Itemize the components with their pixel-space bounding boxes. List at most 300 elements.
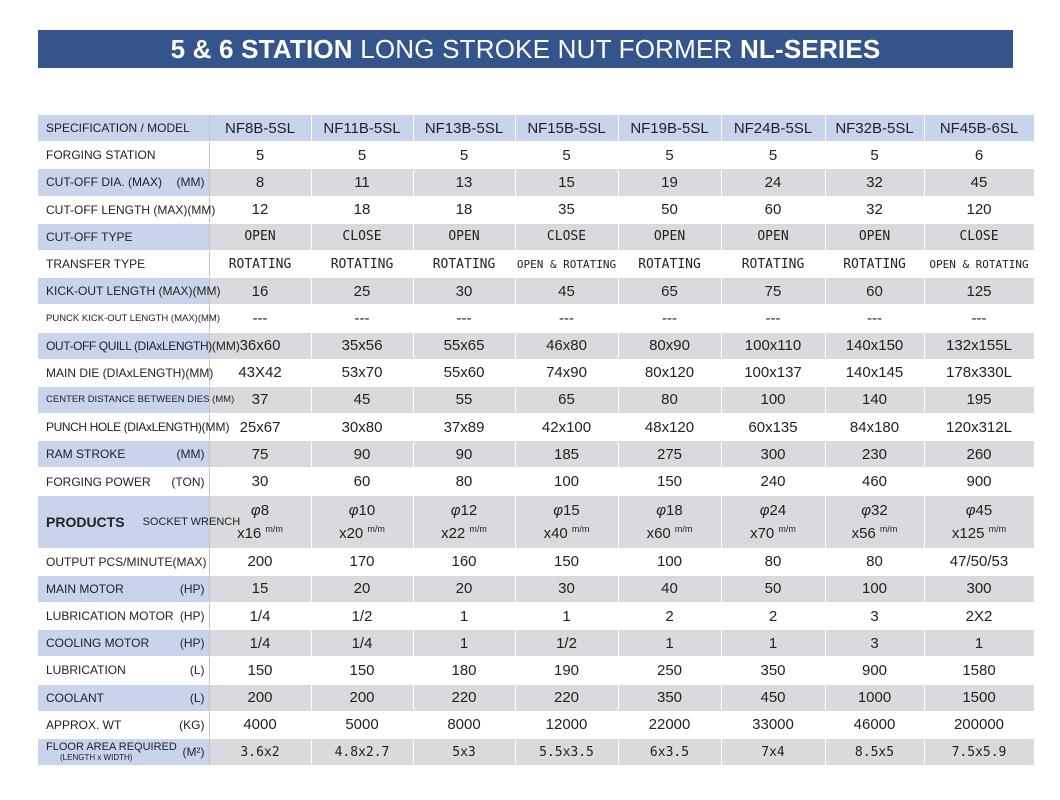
cell-value: --- [825, 305, 924, 332]
phi-symbol: φ [450, 501, 461, 519]
cell-value: 1 [924, 630, 1034, 657]
cell-value: 900 [825, 657, 924, 684]
cell-value: CLOSE [515, 223, 618, 250]
cell-value: 60 [721, 196, 825, 223]
phi-symbol: φ [553, 501, 564, 519]
cell-value: 32 [825, 169, 924, 196]
cell-value: 140x150 [825, 332, 924, 359]
cell-value: 45 [311, 386, 413, 413]
row-label [38, 414, 230, 441]
cell-value: 6x3.5 [618, 738, 721, 765]
cell-value: 55x65 [413, 332, 515, 359]
row-label-text: OUT-OFF QUILL (DIAxLENGTH) [46, 338, 212, 353]
spec-row [38, 630, 1034, 657]
row-label-text: MAIN DIE (DIAxLENGTH)(MM) [46, 365, 214, 380]
spec-row [38, 223, 1034, 250]
cell-value: 195 [924, 386, 1034, 413]
cell-value: ROTATING [413, 250, 515, 277]
cell-value: 13 [413, 169, 515, 196]
cell-value: 1000 [825, 684, 924, 711]
product-dia: 24 [769, 501, 787, 519]
cell-value: 132x155L [924, 332, 1034, 359]
cell-value: CLOSE [924, 223, 1034, 250]
row-unit: (MM) [211, 338, 240, 353]
spec-row [38, 386, 1034, 413]
cell-value: 4.8x2.7 [311, 738, 413, 765]
product-unit: m/m [674, 523, 693, 534]
product-unit: m/m [367, 523, 385, 534]
cell-value: 190 [515, 657, 618, 684]
products-sublabel: SOCKET WRENCH [142, 515, 241, 528]
cell-value: 240 [721, 468, 825, 495]
product-cell [515, 495, 618, 548]
row-label-text: LUBRICATION MOTOR [46, 609, 174, 624]
cell-value: 75 [721, 278, 825, 305]
model-header-7: NF45B-6SL [924, 115, 1034, 142]
title-banner [38, 30, 1013, 68]
cell-value: 18 [311, 196, 413, 223]
cell-value: 3 [825, 630, 924, 657]
floor-sublabel: (LENGTH x WIDTH) [60, 752, 133, 762]
cell-value: 7x4 [721, 738, 825, 765]
cell-value: 120x312L [924, 414, 1034, 441]
cell-value: 8.5x5 [825, 738, 924, 765]
model-header-4: NF19B-5SL [618, 115, 721, 142]
cell-value: 150 [515, 548, 618, 575]
cell-value: 5 [618, 142, 721, 169]
row-label [38, 196, 216, 223]
row-unit: (MM) [187, 202, 216, 217]
row-unit: (MM) [192, 284, 221, 299]
product-len: x125 [951, 524, 985, 542]
cell-value: 5 [413, 142, 515, 169]
cell-value: 30 [413, 278, 515, 305]
cell-value: 150 [618, 468, 721, 495]
cell-value: 32 [825, 196, 924, 223]
row-label [38, 630, 209, 657]
cell-value: 200 [209, 684, 311, 711]
model-header-0: NF8B-5SL [209, 115, 311, 142]
cell-value: 185 [515, 441, 618, 468]
phi-symbol: φ [250, 501, 261, 519]
phi-symbol: φ [348, 501, 359, 519]
cell-value: 5000 [311, 711, 413, 738]
cell-value: 12000 [515, 711, 618, 738]
cell-value: OPEN & ROTATING [924, 250, 1034, 277]
row-label [38, 575, 209, 602]
cell-value: OPEN [413, 223, 515, 250]
row-label-text: COOLANT [46, 690, 105, 705]
product-dia: 12 [460, 501, 478, 519]
product-dia: 15 [563, 501, 580, 519]
cell-value: 46x80 [515, 332, 618, 359]
cell-value: 18 [413, 196, 515, 223]
cell-value: 1 [413, 630, 515, 657]
cell-value: ROTATING [721, 250, 825, 277]
row-unit: (HP) [179, 609, 205, 624]
cell-value: 120 [924, 196, 1034, 223]
row-label [38, 603, 209, 630]
product-unit: m/m [571, 523, 590, 534]
cell-value: 200 [311, 684, 413, 711]
cell-value: 460 [825, 468, 924, 495]
floor-label-text: FLOOR AREA REQUIRED [46, 740, 177, 753]
cell-value: 100x110 [721, 332, 825, 359]
cell-value: 25 [311, 278, 413, 305]
phi-symbol: φ [759, 501, 770, 519]
cell-value: 80x120 [618, 359, 721, 386]
cell-value: 2X2 [924, 603, 1034, 630]
cell-value: 25x67 [209, 414, 311, 441]
cell-value: 35 [515, 196, 618, 223]
cell-value: 1/2 [311, 603, 413, 630]
cell-value: 84x180 [825, 414, 924, 441]
products-label-text: PRODUCTS [46, 513, 125, 530]
row-label-text: KICK-OUT LENGTH (MAX) [46, 284, 193, 299]
row-label-text: TRANSFER TYPE [46, 257, 146, 272]
row-label [38, 332, 240, 359]
row-unit: (MM) [176, 447, 205, 462]
row-unit: (HP) [179, 581, 205, 596]
product-len: x56 [851, 524, 876, 542]
cell-value: 100 [825, 575, 924, 602]
spec-row [38, 548, 1034, 575]
cell-value: 53x70 [311, 359, 413, 386]
product-len: x40 [543, 524, 568, 542]
cell-value: 90 [311, 441, 413, 468]
row-unit: (MM) [176, 175, 205, 190]
row-label [38, 548, 209, 575]
row-label-text: CUT-OFF DIA. (MAX) [46, 175, 162, 190]
spec-row [38, 332, 1034, 359]
header-row [38, 115, 1034, 142]
cell-value: 450 [721, 684, 825, 711]
cell-value: 35x56 [311, 332, 413, 359]
cell-value: 180 [413, 657, 515, 684]
product-dia: 45 [975, 501, 993, 519]
model-header-3: NF15B-5SL [515, 115, 618, 142]
row-label [38, 468, 209, 495]
cell-value: 6 [924, 142, 1034, 169]
cell-value: 1/4 [311, 630, 413, 657]
row-unit: (MM) [201, 420, 230, 435]
cell-value: 3 [825, 603, 924, 630]
title-part-1: 5 & 6 STATION [170, 33, 353, 64]
spec-row [38, 603, 1034, 630]
cell-value: ROTATING [618, 250, 721, 277]
spec-row [38, 142, 1034, 169]
spec-row [38, 441, 1034, 468]
cell-value: 1/2 [515, 630, 618, 657]
spec-row [38, 196, 1034, 223]
cell-value: --- [618, 305, 721, 332]
cell-value: 160 [413, 548, 515, 575]
cell-value: 74x90 [515, 359, 618, 386]
row-label-text: RAM STROKE [46, 447, 126, 462]
cell-value: 150 [311, 657, 413, 684]
cell-value: 80 [721, 548, 825, 575]
spec-table [38, 115, 1035, 766]
row-label-text: LUBRICATION [46, 663, 126, 678]
model-header-1: NF11B-5SL [311, 115, 413, 142]
product-len: x22 [441, 524, 466, 542]
cell-value: 22000 [618, 711, 721, 738]
product-dia: 8 [260, 501, 270, 519]
cell-value: 65 [515, 386, 618, 413]
cell-value: 220 [413, 684, 515, 711]
cell-value: 30 [515, 575, 618, 602]
title-part-2: LONG STROKE NUT FORMER [360, 33, 733, 64]
cell-value: 300 [721, 441, 825, 468]
cell-value: 30x80 [311, 414, 413, 441]
spec-row [38, 657, 1034, 684]
cell-value: 260 [924, 441, 1034, 468]
title-part-3: NL-SERIES [739, 33, 881, 64]
spec-row [38, 575, 1034, 602]
cell-value: 60x135 [721, 414, 825, 441]
row-label [38, 359, 214, 386]
cell-value: 178x330L [924, 359, 1034, 386]
cell-value: 19 [618, 169, 721, 196]
phi-symbol: φ [656, 501, 667, 519]
product-len: x20 [339, 524, 364, 542]
row-label-text: FORGING STATION [46, 148, 156, 163]
row-label-text: PUNCH HOLE (DIAxLENGTH) [46, 420, 202, 435]
row-label [38, 250, 209, 277]
spec-row [38, 169, 1034, 196]
spec-row [38, 684, 1034, 711]
row-unit: (TON) [171, 474, 205, 489]
product-len: x70 [750, 524, 775, 542]
product-unit: m/m [988, 523, 1007, 534]
cell-value: 150 [209, 657, 311, 684]
cell-value: 47/50/53 [924, 548, 1034, 575]
product-unit: m/m [469, 523, 487, 534]
header-label: SPECIFICATION / MODEL [38, 115, 209, 142]
cell-value: 24 [721, 169, 825, 196]
model-header-6: NF32B-5SL [825, 115, 924, 142]
cell-value: 12 [209, 196, 311, 223]
cell-value: 36x60 [209, 332, 311, 359]
cell-value: 33000 [721, 711, 825, 738]
spec-row [38, 305, 1034, 332]
cell-value: 3.6x2 [209, 738, 311, 765]
product-dia: 10 [358, 501, 376, 519]
floor-unit: (M²) [182, 745, 205, 760]
cell-value: 80 [618, 386, 721, 413]
spec-row [38, 250, 1034, 277]
cell-value: 60 [311, 468, 413, 495]
cell-value: 125 [924, 278, 1034, 305]
cell-value: OPEN & ROTATING [515, 250, 618, 277]
floor-area-row [38, 738, 1034, 765]
cell-value: 100 [618, 548, 721, 575]
product-cell [413, 495, 515, 548]
cell-value: 1580 [924, 657, 1034, 684]
spec-row [38, 414, 1034, 441]
cell-value: OPEN [209, 223, 311, 250]
cell-value: 4000 [209, 711, 311, 738]
cell-value: 8 [209, 169, 311, 196]
cell-value: 8000 [413, 711, 515, 738]
cell-value: ROTATING [311, 250, 413, 277]
row-label [38, 305, 220, 332]
row-unit: (L) [189, 690, 205, 705]
cell-value: OPEN [721, 223, 825, 250]
row-label-text: COOLING MOTOR [46, 636, 150, 651]
cell-value: 170 [311, 548, 413, 575]
cell-value: CLOSE [311, 223, 413, 250]
cell-value: 5 [209, 142, 311, 169]
cell-value: 350 [618, 684, 721, 711]
cell-value: 100 [721, 386, 825, 413]
cell-value: 140x145 [825, 359, 924, 386]
product-unit: m/m [265, 523, 283, 534]
cell-value: 55 [413, 386, 515, 413]
cell-value: 100 [515, 468, 618, 495]
cell-value: 350 [721, 657, 825, 684]
product-unit: m/m [778, 523, 796, 534]
cell-value: 50 [618, 196, 721, 223]
cell-value: 7.5x5.9 [924, 738, 1034, 765]
cell-value: --- [413, 305, 515, 332]
cell-value: 45 [924, 169, 1034, 196]
cell-value: 80 [413, 468, 515, 495]
row-label [38, 142, 209, 169]
cell-value: 11 [311, 169, 413, 196]
cell-value: 43X42 [209, 359, 311, 386]
cell-value: 15 [515, 169, 618, 196]
cell-value: 45 [515, 278, 618, 305]
cell-value: --- [515, 305, 618, 332]
cell-value: 65 [618, 278, 721, 305]
row-label-text: CUT-OFF TYPE [46, 229, 133, 244]
cell-value: 1 [618, 630, 721, 657]
cell-value: 5 [515, 142, 618, 169]
cell-value: 5 [721, 142, 825, 169]
cell-value: 100x137 [721, 359, 825, 386]
cell-value: --- [209, 305, 311, 332]
row-unit: (L) [189, 663, 205, 678]
cell-value: 1 [515, 603, 618, 630]
product-cell [311, 495, 413, 548]
cell-value: 5x3 [413, 738, 515, 765]
cell-value: --- [721, 305, 825, 332]
cell-value: 80 [825, 548, 924, 575]
cell-value: 16 [209, 278, 311, 305]
row-label [38, 657, 209, 684]
spec-row [38, 468, 1034, 495]
cell-value: 300 [924, 575, 1034, 602]
spec-row [38, 359, 1034, 386]
cell-value: 37 [209, 386, 311, 413]
product-cell [825, 495, 924, 548]
cell-value: 75 [209, 441, 311, 468]
cell-value: 5.5x3.5 [515, 738, 618, 765]
cell-value: 200000 [924, 711, 1034, 738]
products-label [38, 495, 241, 548]
cell-value: 20 [413, 575, 515, 602]
cell-value: 5 [311, 142, 413, 169]
cell-value: 275 [618, 441, 721, 468]
product-dia: 18 [666, 501, 683, 519]
row-label-text: MAIN MOTOR [46, 581, 124, 596]
cell-value: 42x100 [515, 414, 618, 441]
cell-value: 50 [721, 575, 825, 602]
cell-value: 20 [311, 575, 413, 602]
cell-value: ROTATING [825, 250, 924, 277]
cell-value: --- [311, 305, 413, 332]
row-label-text: FORGING POWER [46, 474, 151, 489]
row-label [38, 711, 209, 738]
cell-value: 55x60 [413, 359, 515, 386]
product-len: x16 [237, 524, 262, 542]
cell-value: 200 [209, 548, 311, 575]
row-label [38, 684, 209, 711]
cell-value: 220 [515, 684, 618, 711]
cell-value: 2 [721, 603, 825, 630]
product-dia: 32 [871, 501, 888, 519]
cell-value: OPEN [825, 223, 924, 250]
spec-row [38, 278, 1034, 305]
row-label [38, 169, 209, 196]
row-unit: (MAX) [172, 554, 207, 569]
row-label [38, 386, 235, 413]
product-cell [924, 495, 1034, 548]
cell-value: 46000 [825, 711, 924, 738]
cell-value: 1/4 [209, 603, 311, 630]
cell-value: 90 [413, 441, 515, 468]
cell-value: --- [924, 305, 1034, 332]
model-header-2: NF13B-5SL [413, 115, 515, 142]
row-unit: (HP) [179, 636, 205, 651]
floor-label [38, 738, 209, 765]
row-label [38, 441, 209, 468]
cell-value: OPEN [618, 223, 721, 250]
cell-value: 5 [825, 142, 924, 169]
cell-value: 230 [825, 441, 924, 468]
cell-value: 140 [825, 386, 924, 413]
row-label-text: CUT-OFF LENGTH (MAX) [46, 202, 188, 217]
model-header-5: NF24B-5SL [721, 115, 825, 142]
row-label [38, 278, 221, 305]
cell-value: 2 [618, 603, 721, 630]
cell-value: 37x89 [413, 414, 515, 441]
cell-value: 48x120 [618, 414, 721, 441]
spec-row [38, 711, 1034, 738]
row-label-text: PUNCK KICK-OUT LENGTH (MAX)(MM) [46, 312, 220, 324]
row-label-text: OUTPUT PCS/MINUTE [46, 554, 173, 569]
cell-value: 1 [721, 630, 825, 657]
product-cell [721, 495, 825, 548]
cell-value: 1/4 [209, 630, 311, 657]
cell-value: 40 [618, 575, 721, 602]
cell-value: ROTATING [209, 250, 311, 277]
cell-value: 1 [413, 603, 515, 630]
product-len: x60 [646, 524, 671, 542]
product-cell [618, 495, 721, 548]
row-unit: (KG) [179, 717, 205, 732]
cell-value: 60 [825, 278, 924, 305]
product-unit: m/m [879, 523, 898, 534]
cell-value: 900 [924, 468, 1034, 495]
cell-value: 250 [618, 657, 721, 684]
cell-value: 80x90 [618, 332, 721, 359]
cell-value: 1500 [924, 684, 1034, 711]
row-label-text: APPROX. WT [46, 717, 122, 732]
cell-value: 30 [209, 468, 311, 495]
cell-value: 15 [209, 575, 311, 602]
